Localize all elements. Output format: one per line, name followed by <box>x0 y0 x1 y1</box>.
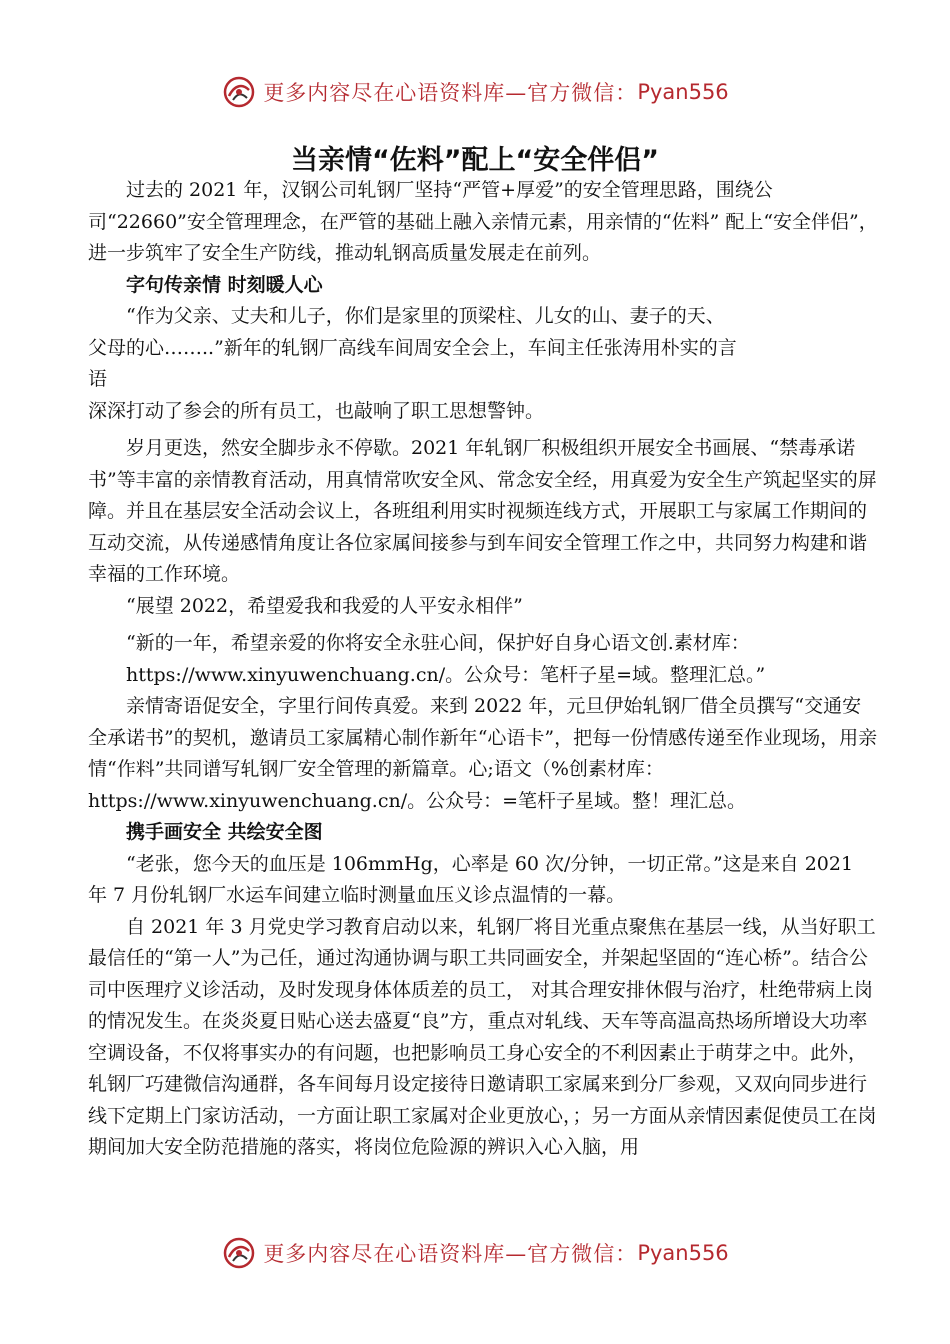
logo-icon <box>221 74 257 110</box>
paragraph-1-line-3: 语 <box>88 368 108 390</box>
paragraph-6: “老张，您今天的血压是 106mmHg，心率是 60 次/分钟，一切正常。”这是来自 2021 年 7 月份轧钢厂水运车间建立临时测量血压义诊点温情的一幕。 <box>88 852 854 906</box>
banner-wechat-id: Pyan556 <box>637 1241 729 1265</box>
paragraph-1-line-2: 父母的心……..”新年的轧钢厂高线车间周安全会上，车间主任张涛用朴实的言 <box>88 336 737 359</box>
footer-banner <box>0 1233 950 1273</box>
paragraph-5: 亲情寄语促安全，字里行间传真爱。来到 2022 年，元旦伊始轧钢厂借全员撰写“交通安全承诺书”的契机，邀请员工家属精心制作新年“心语卡”，把每一份情感传递至作业现场，用亲情“作料”共同谱写轧钢厂安全管理的新篇章。心;语文（%创素材库：https://www.xinyuwenchuang.cn/。公众号：=笔杆子星域。整！理汇总。 <box>88 695 878 812</box>
header-banner <box>0 72 950 112</box>
paragraph-2: 岁月更迭，然安全脚步永不停歇。2021 年轧钢厂积极组织开展安全书画展、“禁毒承诺书”等丰富的亲情教育活动，用真情常吹安全风、常念安全经，用真爱为安全生产筑起坚实的屏障。并且在基层安全活动会议上，各班组利用实时视频连线方式，开展职工与家属工作期间的互动交流，从传递感情角度让各位家属间接参与到车间安全管理工作之中，共同努力构建和谐幸福的工作环境。 <box>88 437 877 585</box>
banner-text: 更多内容尽在心语资料库—官方微信： <box>263 81 638 105</box>
banner-text: 更多内容尽在心语资料库—官方微信： <box>263 1242 638 1266</box>
banner-wechat-id: Pyan556 <box>637 80 729 104</box>
logo-icon <box>221 1235 257 1271</box>
article-body <box>88 175 878 1164</box>
paragraph-7: 自 2021 年 3 月党史学习教育启动以来，轧钢厂将目光重点聚焦在基层一线，从当好职工最信任的“第一人”为己任，通过沟通协调与职工共同画安全，并架起坚固的“连心桥”。结合公司中医理疗义诊活动，及时发现身体体质差的员工， 对其合理安排休假与治疗，杜绝带病上岗的情况发生。在炎炎夏日贴心送去盛夏“良”方，重点对轧线、天车等高温高热场所增设大功率空调设备，不仅将事实办的有问题，也把影响员工身心安全的不利因素止于萌芽之中。此外，轧钢厂巧建微信沟通群，各车间每月设定接待日邀请职工家属来到分厂参观，又双向同步进行线下定期上门家访活动，一方面让职工家属对企业更放心，；另一方面从亲情因素促使员工在岗期间加大安全防范措施的落实，将岗位危险源的辨识入心入脑，用 <box>88 915 877 1158</box>
section-heading-1: 字句传亲情 时刻暖人心 <box>126 273 323 296</box>
section-heading-2: 携手画安全 共绘安全图 <box>126 821 323 843</box>
paragraph-4-line-1: “新的一年，希望亲爱的你将安全永驻心间，保护好自身心语文创.素材库： <box>126 632 750 654</box>
paragraph-1-line-1: “作为父亲、丈夫和儿子，你们是家里的顶梁柱、儿女的山、妻子的天、 <box>126 305 725 327</box>
page-title: 当亲情“佐料”配上“安全伴侣” <box>291 145 659 176</box>
intro-paragraph: 过去的 2021 年，汉钢公司轧钢厂坚持“严管+厚爱”的安全管理思路，围绕公司“22660”安全管理理念，在严管的基础上融入亲情元素，用亲情的“佐料” 配上“安全伴侣”，进一步筑牢了安全生产防线，推动轧钢高质量发展走在前列。 <box>88 179 878 264</box>
paragraph-1-line-4: 深深打动了参会的所有员工，也敲响了职工思想警钟。 <box>88 399 545 422</box>
paragraph-3: “展望 2022，希望爱我和我爱的人平安永相伴” <box>126 594 523 617</box>
paragraph-4-line-2: https://www.xinyuwenchuang.cn/。公众号：笔杆子星=域。整理汇总。” <box>126 663 766 686</box>
